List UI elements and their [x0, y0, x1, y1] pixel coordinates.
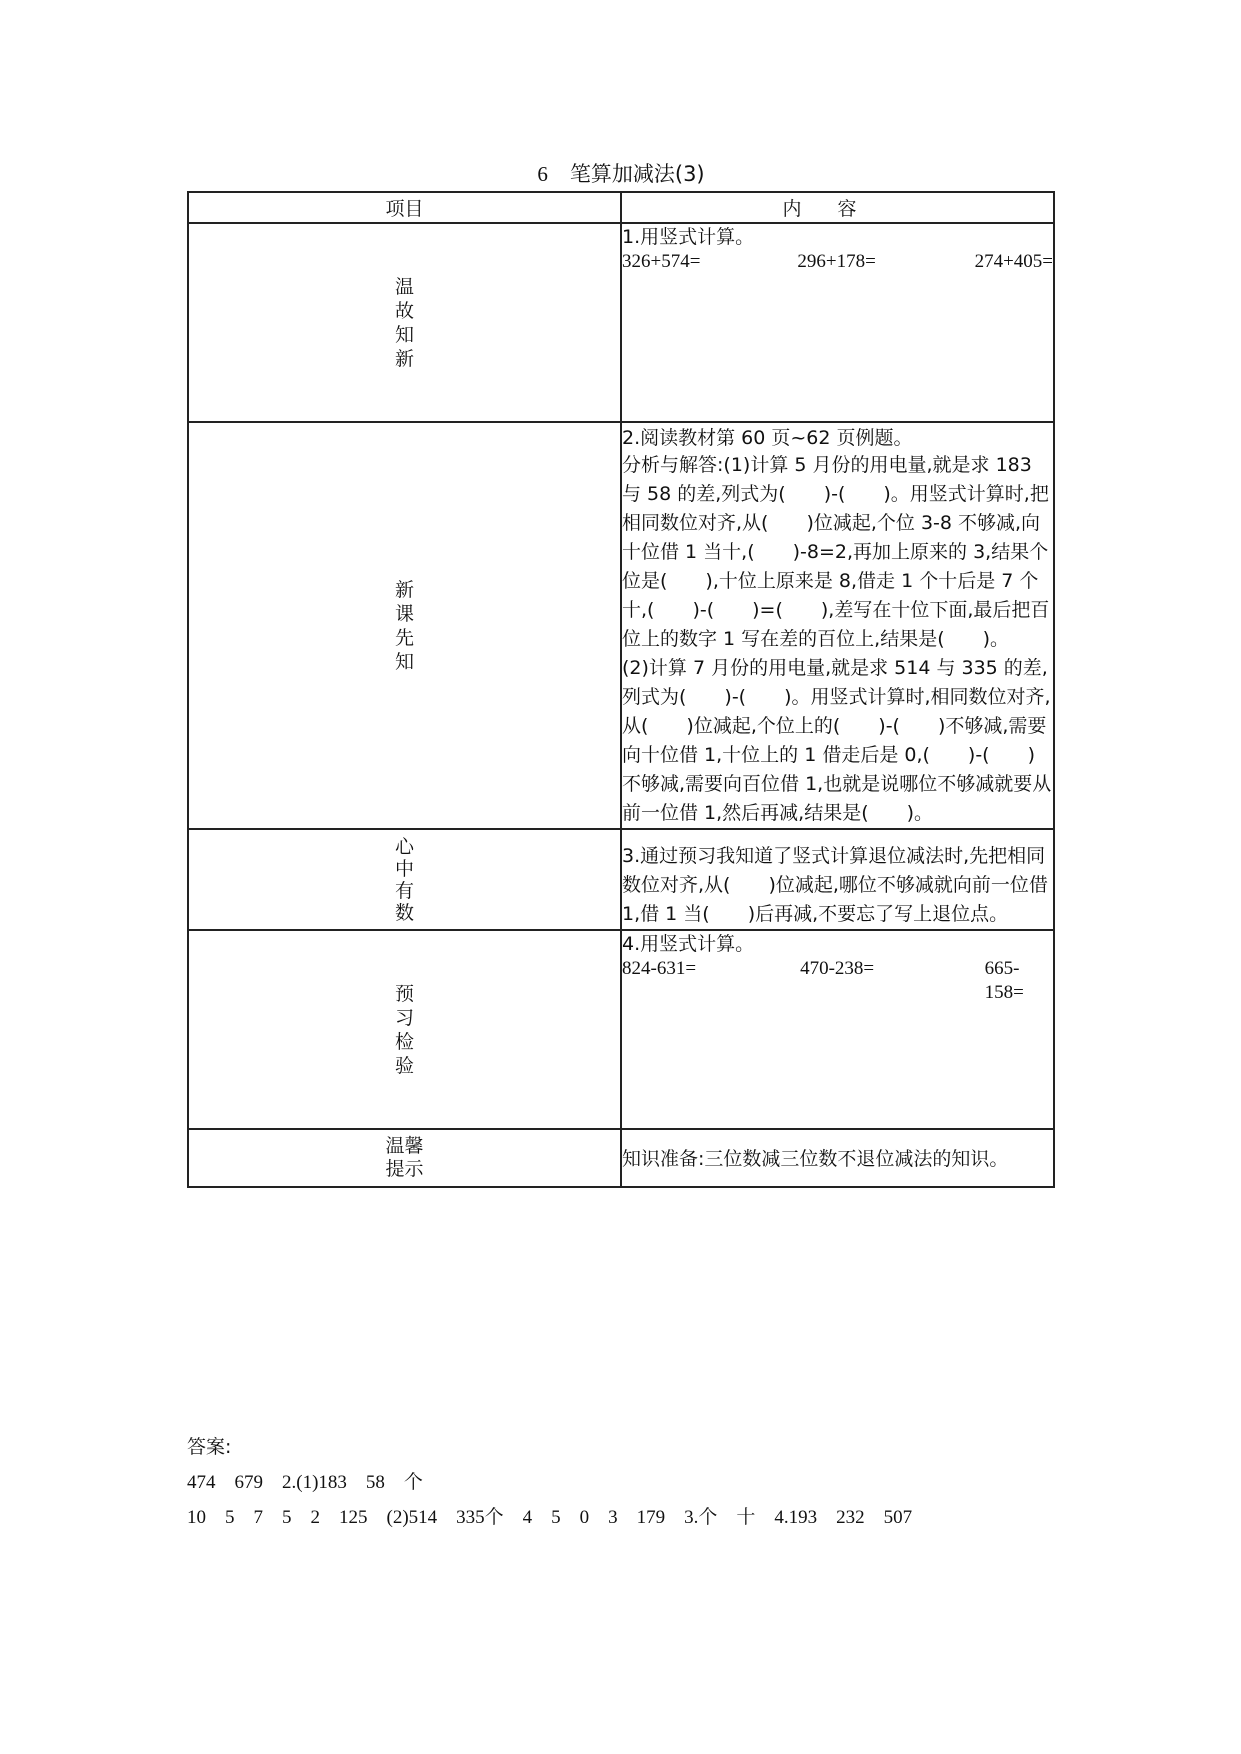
row-review — [188, 223, 1054, 422]
calc-item: 326+574= — [622, 251, 701, 272]
calc-item: 665-158= — [984, 958, 1024, 1003]
question-4-heading: 4.用竖式计算。 — [622, 933, 755, 955]
calc-item: 824-631= — [622, 958, 697, 979]
question-2-part-1: 分析与解答:(1)计算 5 月份的用电量,就是求 183 与 58 的差,列式为( )-( )。用竖式计算时,把相同数位对齐,从( )位减起,个位 3-8 不够减,向十位借 1 当十,( )-8=2,再加上原来的 3,结果个位是( ),十位上原来是 8,借走 1 个十后是 7 个十,( )-( )=( ),差写在十位下面,最后把百位上的数字 1 写在差的百位上,结果是( )。 — [622, 454, 1050, 650]
question-2-heading: 2.阅读教材第 60 页~62 页例题。 — [622, 427, 913, 449]
row-content-preview — [621, 422, 1054, 829]
row-summary — [188, 829, 1054, 930]
question-4-calcs — [622, 957, 1053, 1005]
worksheet-table — [187, 191, 1055, 1188]
row-tips — [188, 1129, 1054, 1187]
row-content-tips — [621, 1129, 1054, 1187]
answers-line-1: 474 679 2.(1)183 58 个 — [187, 1472, 423, 1493]
calc-item: 470-238= — [800, 958, 875, 979]
row-content-check — [621, 930, 1054, 1129]
question-1-heading: 1.用竖式计算。 — [622, 226, 755, 248]
row-content-review — [621, 223, 1054, 422]
row-label-tips: 温馨提示 — [188, 1129, 621, 1187]
row-check — [188, 930, 1054, 1129]
row-label-preview: 新课先知 — [188, 422, 621, 829]
lesson-number: 6 — [537, 162, 548, 186]
row-content-summary — [621, 829, 1054, 930]
row-label-review: 温故知新 — [188, 223, 621, 422]
calc-item: 274+405= — [974, 251, 1053, 272]
lesson-title: 笔算加减法(3) — [569, 162, 705, 186]
row-label-summary: 心中有数 — [188, 829, 621, 930]
header-label-cell: 项目 — [188, 192, 621, 223]
row-preview — [188, 422, 1054, 829]
page-title — [187, 158, 1055, 188]
calc-item: 296+178= — [797, 251, 876, 272]
question-2-part-2: (2)计算 7 月份的用电量,就是求 514 与 335 的差,列式为( )-( )。用竖式计算时,相同数位对齐,从( )位减起,个位上的( )-( )不够减,需要向十位借 1,十位上的 1 借走后是 0,( )-( )不够减,需要向百位借 1,也就是说哪位不够减就要从前一位借 1,然后再减,结果是( )。 — [622, 657, 1052, 824]
header-content-cell: 内容 — [621, 192, 1054, 223]
table-header-row — [188, 192, 1054, 223]
row-label-check: 预习检验 — [188, 930, 621, 1129]
question-1-calcs — [622, 250, 1053, 274]
answers-heading: 答案: — [187, 1436, 232, 1458]
answers-line-2: 10 5 7 5 2 125 (2)514 335个 4 5 0 3 179 3.个 十 4.193 232 507 — [187, 1507, 913, 1528]
question-3-text: 3.通过预习我知道了竖式计算退位减法时,先把相同数位对齐,从( )位减起,哪位不够减就向前一位借 1,借 1 当( )后再减,不要忘了写上退位点。 — [622, 845, 1048, 925]
tip-text: 知识准备:三位数减三位数不退位减法的知识。 — [622, 1147, 1009, 1170]
answers-section — [187, 1430, 1087, 1535]
